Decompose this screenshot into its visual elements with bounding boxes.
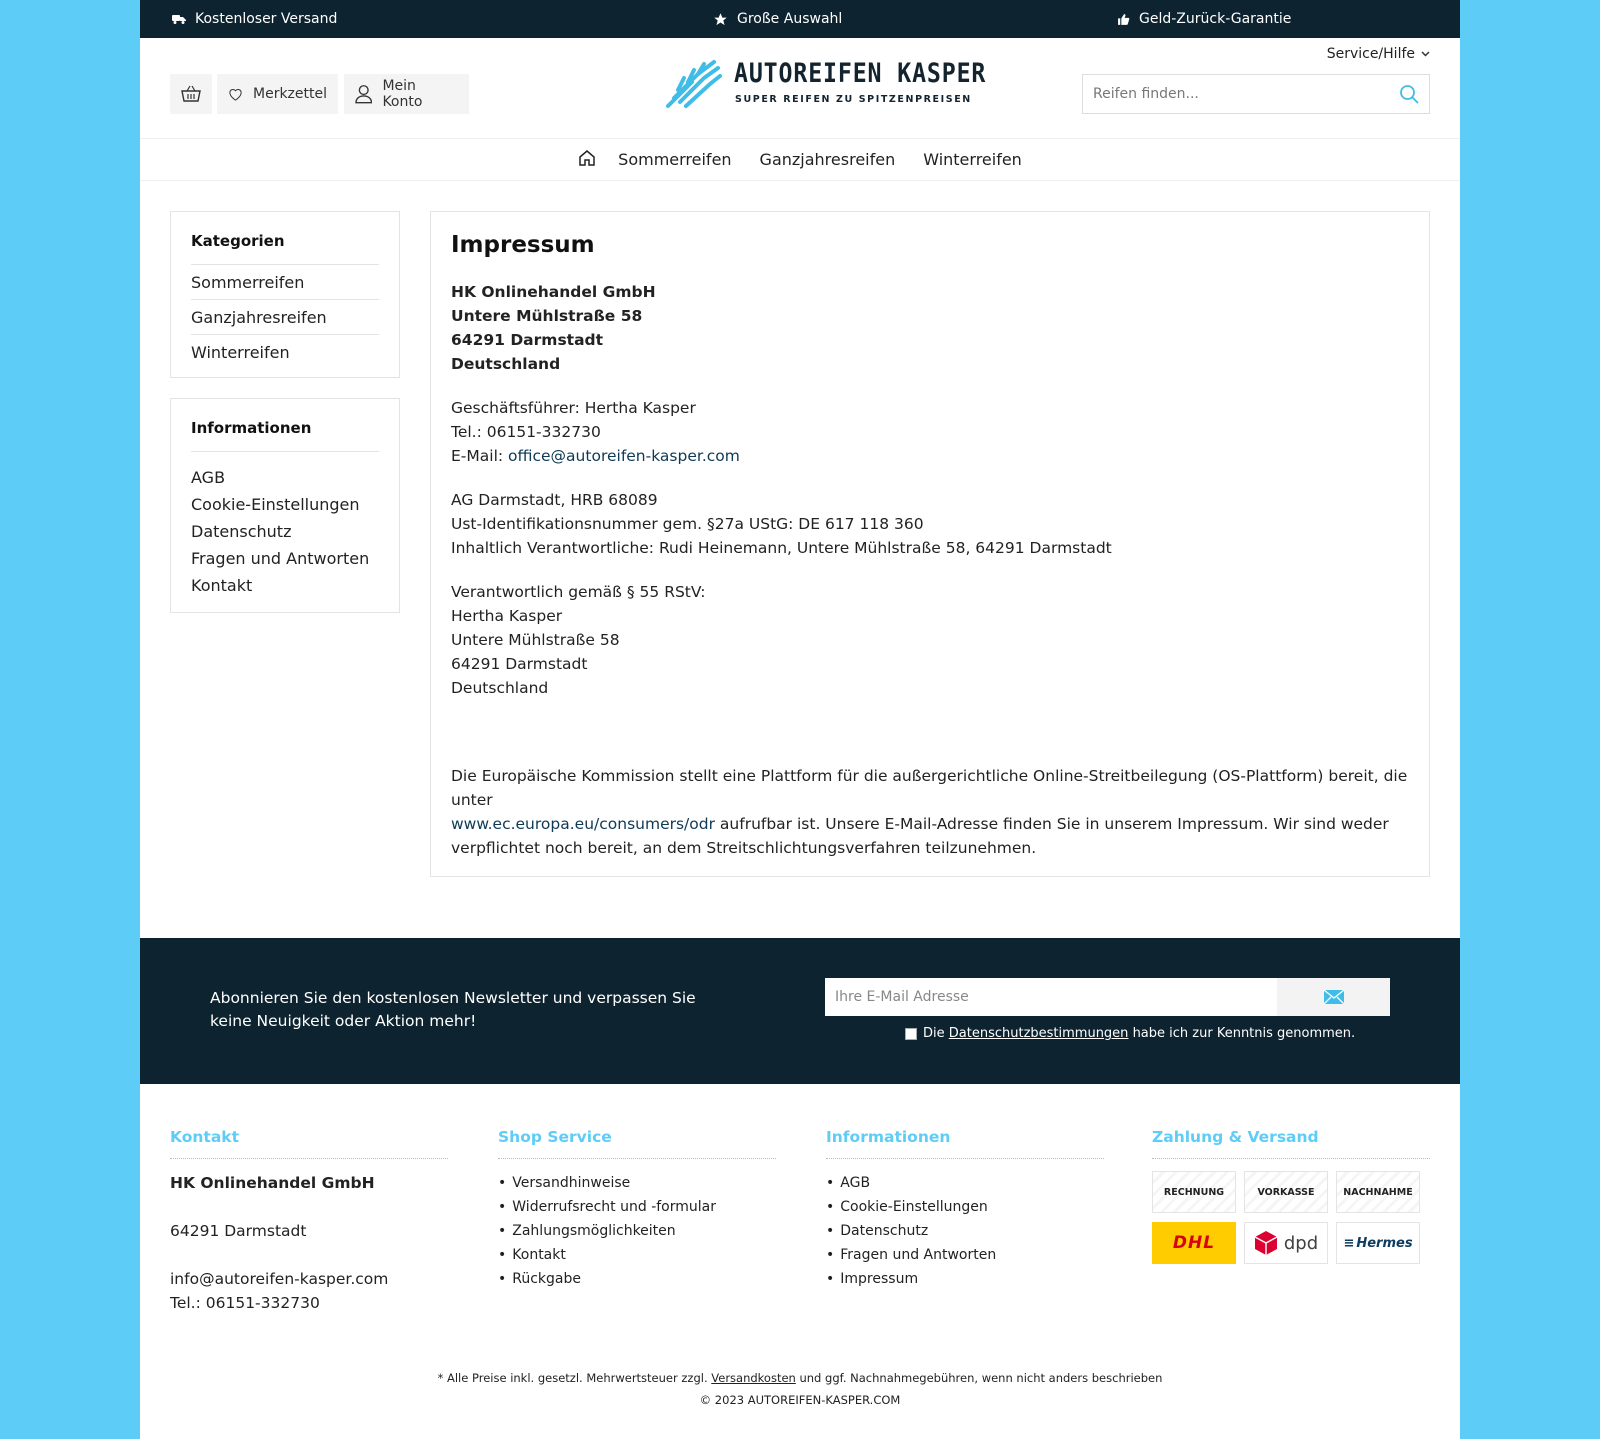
footer-link-rueckgabe[interactable]: • Rückgabe [498, 1267, 776, 1291]
footer-phone: Tel.: 06151-332730 [170, 1294, 320, 1312]
footer-contact [170, 1128, 448, 1315]
footer-shop-service [498, 1128, 776, 1291]
sidebar-item-agb[interactable]: AGB [191, 468, 226, 487]
dpd-label: dpd [1283, 1232, 1319, 1254]
sidebar-item-kontakt[interactable]: Kontakt [191, 576, 253, 595]
newsletter-text: Abonnieren Sie den kostenlosen Newsletter und verpassen Sie keine Neuigkeit oder Aktion mehr! [210, 989, 696, 1030]
sidebar-item-cookie-einstellungen[interactable]: Cookie-Einstellungen [191, 495, 360, 514]
newsletter-email-input[interactable] [825, 978, 1277, 1016]
sidebar-item-datenschutz[interactable]: Datenschutz [191, 522, 292, 541]
sidebar-item-winterreifen[interactable]: Winterreifen [191, 343, 290, 362]
usp-guarantee [1117, 0, 1291, 38]
page [140, 0, 1460, 1439]
home-link[interactable] [578, 149, 596, 171]
categories-title: Kategorien [191, 212, 379, 265]
rstv-line: Hertha Kasper [451, 607, 563, 625]
payment-vorkasse-badge: VORKASSE [1244, 1171, 1328, 1213]
star-icon [713, 12, 728, 27]
legal-note [140, 1371, 1460, 1385]
shipping-costs-link[interactable]: Versandkosten [711, 1371, 796, 1385]
os-platform-text [451, 764, 1409, 860]
newsletter-submit-button[interactable] [1277, 978, 1390, 1016]
email-label: E-Mail: [451, 447, 509, 465]
usp-shipping [172, 0, 337, 38]
email-link[interactable]: office@autoreifen-kasper.com [508, 447, 740, 465]
search-box [1082, 74, 1430, 114]
footer-link-faq[interactable]: • Fragen und Antworten [826, 1243, 1104, 1267]
footer-informationen [826, 1128, 1104, 1291]
privacy-pre: Die [923, 1026, 949, 1041]
rstv-line: Verantwortlich gemäß § 55 RStV: [451, 583, 706, 601]
nav-item-ganzjahresreifen[interactable]: Ganzjahresreifen [759, 150, 896, 169]
main-nav [140, 138, 1460, 181]
nav-item-winterreifen[interactable]: Winterreifen [923, 150, 1022, 169]
address-line: Untere Mühlstraße 58 [451, 307, 643, 325]
footer-info-title: Informationen [826, 1128, 1104, 1159]
newsletter-form [825, 978, 1390, 1016]
dhl-logo: DHL [1152, 1222, 1236, 1264]
sidebar-item-ganzjahresreifen[interactable]: Ganzjahresreifen [191, 300, 379, 335]
dpd-cube-icon [1254, 1230, 1278, 1256]
service-menu[interactable] [1327, 46, 1430, 62]
thumbs-up-icon [1117, 13, 1130, 26]
privacy-consent [905, 1026, 1355, 1041]
copyright: © 2023 AUTOREIFEN-KASPER.COM [699, 1393, 901, 1407]
search-input[interactable] [1093, 86, 1399, 102]
footer-city: 64291 Darmstadt [170, 1222, 307, 1240]
cart-button[interactable] [170, 74, 212, 114]
footer-link-impressum[interactable]: • Impressum [826, 1267, 1104, 1291]
legal-post: und ggf. Nachnahmegebühren, wenn nicht anders beschrieben [795, 1371, 1163, 1385]
responsible-content: Inhaltlich Verantwortliche: Rudi Heinemann, Untere Mühlstraße 58, 64291 Darmstadt [451, 539, 1112, 557]
usp-guarantee-label: Geld-Zurück-Garantie [1139, 11, 1292, 27]
usp-bar [140, 0, 1460, 38]
page-title: Impressum [451, 232, 595, 258]
os-platform-link[interactable]: www.ec.europa.eu/consumers/odr [451, 815, 715, 833]
hermes-lines-icon: ≡ [1343, 1235, 1355, 1251]
footer-contact-title: Kontakt [170, 1128, 448, 1159]
footer-email[interactable]: info@autoreifen-kasper.com [170, 1270, 389, 1288]
sidebar-item-sommerreifen[interactable]: Sommerreifen [191, 265, 379, 300]
logo-tagline: SUPER REIFEN ZU SPITZENPREISEN [735, 94, 972, 105]
logo[interactable] [664, 56, 987, 112]
rstv-line: 64291 Darmstadt [451, 655, 588, 673]
manager: Geschäftsführer: Hertha Kasper [451, 399, 696, 417]
privacy-checkbox[interactable] [905, 1028, 917, 1040]
footer-payment-shipping [1152, 1128, 1430, 1264]
envelope-icon [1324, 990, 1344, 1004]
legal-pre: * Alle Preise inkl. gesetzl. Mehrwertsteuer zzgl. [437, 1371, 712, 1385]
os-text-start: Die Europäische Kommission stellt eine Plattform für die außergerichtliche Online-Streitbeilegung (OS-Plattform) bereit, die unter [451, 767, 1408, 809]
address-line: 64291 Darmstadt [451, 331, 604, 349]
usp-selection-label: Große Auswahl [737, 11, 843, 27]
rstv-line: Deutschland [451, 679, 549, 697]
newsletter-section [140, 938, 1460, 1084]
phone: Tel.: 06151-332730 [451, 423, 601, 441]
account-label: Mein Konto [382, 78, 423, 110]
usp-selection [713, 0, 842, 38]
chevron-down-icon [1421, 51, 1430, 57]
footer-link-widerrufsrecht[interactable]: • Widerrufsrecht und -formular [498, 1195, 776, 1219]
tire-tread-logo-icon [664, 56, 726, 112]
footer-service-title: Shop Service [498, 1128, 776, 1159]
footer-link-cookie-einstellungen[interactable]: • Cookie-Einstellungen [826, 1195, 1104, 1219]
search-icon[interactable] [1399, 84, 1419, 104]
account-button[interactable] [344, 74, 469, 114]
payment-nachnahme-badge: NACHNAHME [1336, 1171, 1420, 1213]
footer-link-versandhinweise[interactable]: • Versandhinweise [498, 1171, 776, 1195]
register: AG Darmstadt, HRB 68089 [451, 491, 658, 509]
sidebar-categories [170, 211, 400, 378]
rstv-line: Untere Mühlstraße 58 [451, 631, 620, 649]
privacy-post: habe ich zur Kenntnis genommen. [1128, 1026, 1356, 1041]
wishlist-label: Merkzettel [253, 86, 327, 102]
footer-link-datenschutz[interactable]: • Datenschutz [826, 1219, 1104, 1243]
footer-pay-title: Zahlung & Versand [1152, 1128, 1430, 1159]
wishlist-button[interactable] [217, 74, 338, 114]
service-label: Service/Hilfe [1326, 46, 1415, 62]
os-text-end: aufrufbar ist. Unsere E-Mail-Adresse finden Sie in unserem Impressum. Wir sind weder verpflichtet noch bereit, an dem Streitschlichtungsverfahren teilzunehmen. [451, 815, 1389, 857]
logo-name: AUTOREIFEN KASPER [734, 58, 987, 89]
address-line: Deutschland [451, 355, 561, 373]
payment-rechnung-badge: RECHNUNG [1152, 1171, 1236, 1213]
user-icon [355, 84, 372, 104]
email-line [451, 444, 1409, 468]
hermes-label: Hermes [1356, 1235, 1413, 1251]
nav-item-sommerreifen[interactable]: Sommerreifen [618, 150, 732, 169]
vat-id: Ust-Identifikationsnummer gem. §27a UStG: DE 617 118 360 [451, 515, 924, 533]
sidebar-item-faq[interactable]: Fragen und Antworten [191, 549, 370, 568]
heart-icon [228, 85, 243, 104]
dpd-logo [1244, 1222, 1328, 1264]
home-icon [578, 149, 596, 167]
sidebar-informationen [170, 398, 400, 613]
privacy-link[interactable]: Datenschutzbestimmungen [948, 1026, 1129, 1041]
impressum-content [430, 211, 1430, 877]
header [140, 38, 1460, 138]
privacy-text [923, 1026, 1355, 1041]
basket-icon [181, 85, 201, 103]
footer-link-zahlungsmoeglichkeiten[interactable]: • Zahlungsmöglichkeiten [498, 1219, 776, 1243]
address-line: HK Onlinehandel GmbH [451, 283, 656, 301]
truck-icon [172, 14, 186, 24]
usp-shipping-label: Kostenloser Versand [195, 11, 338, 27]
footer-company: HK Onlinehandel GmbH [170, 1174, 375, 1192]
hermes-logo [1336, 1222, 1420, 1264]
informationen-title: Informationen [191, 399, 379, 452]
footer-link-kontakt[interactable]: • Kontakt [498, 1243, 776, 1267]
footer-link-agb[interactable]: • AGB [826, 1171, 1104, 1195]
